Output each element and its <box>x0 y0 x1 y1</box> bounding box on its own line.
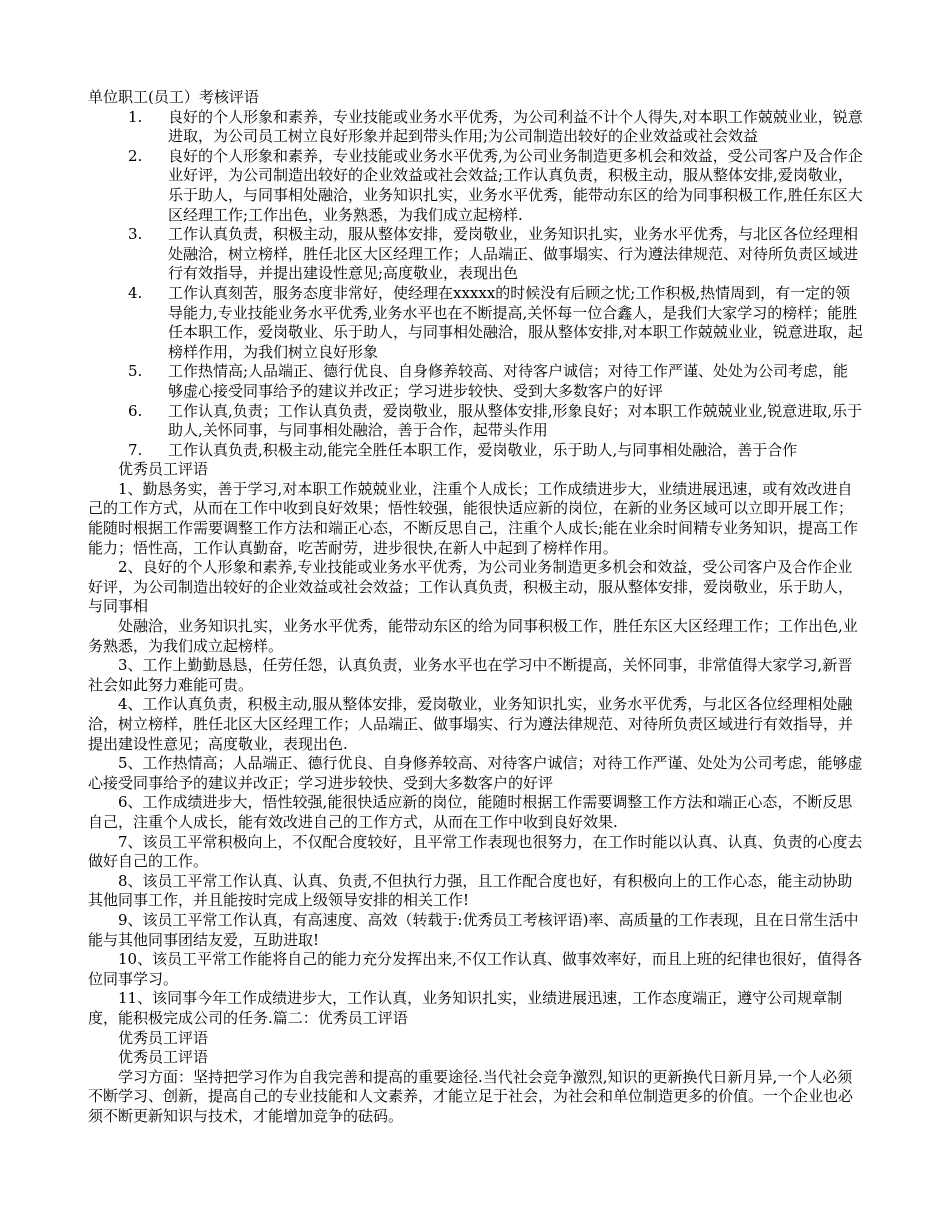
list-item <box>88 108 863 147</box>
numbered-list <box>88 108 863 461</box>
list-item <box>88 402 863 441</box>
list-item-number: 6. <box>128 401 143 420</box>
paragraph: 处融洽，业务知识扎实，业务水平优秀，能带动东区的给为同事积极工作，胜任东区大区经理工作；工作出色,业务熟悉，为我们成立起榜样。 <box>88 617 858 655</box>
list-item <box>88 284 863 362</box>
paragraph: 9、该员工平常工作认真，有高速度、高效（转载于:优秀员工考核评语)率、高质量的工作表现，且在日常生活中能与其他同事团结友爱，互助进取! <box>88 910 859 949</box>
subheading: 优秀员工评语 <box>118 1028 209 1047</box>
paragraph: 学习方面：坚持把学习作为自我完善和提高的重要途径.当代社会竞争激烈,知识的更新换代日新月异,一个人必须不断学习、创新，提高自己的专业技能和人文素养，才能立足于社会，为社会和单位制造更多的价值。一个企业也必须不断更新知识与技术，才能增加竞争的砝码。 <box>88 1067 854 1125</box>
paragraph: 7、该员工平常积极向上，不仅配合度较好，且平常工作表现也很努力，在工作时能以认真、认真、负责的心度去做好自己的工作。 <box>88 832 863 871</box>
list-item-text: 工作认真,负责；工作认真负责，爱岗敬业，服从整体安排,形象良好；对本职工作兢兢业业,锐意进取,乐于助人,关怀同事，与同事相处融洽，善于合作，起带头作用 <box>168 401 863 440</box>
list-item <box>88 441 863 461</box>
document-title: 单位职工(员工）考核评语 <box>88 88 259 106</box>
list-item-text: 工作热情高;人品端正、德行优良、自身修养较高、对待客户诚信；对待工作严谨、处处为公司考虑，能够虚心接受同事给予的建议并改正；学习进步较快、受到大多数客户的好评 <box>168 362 849 400</box>
list-item <box>88 147 863 225</box>
list-item-number: 1. <box>128 107 143 126</box>
paragraph: 3、工作上勤勤恳恳，任劳任怨，认真负责，业务水平也在学习中不断提高，关怀同事，非常值得大家学习,新晋社会如此努力难能可贵。 <box>88 656 853 694</box>
section-heading: 优秀员工评语 <box>118 460 209 479</box>
paragraph: 11、该同事今年工作成绩进步大，工作认真，业务知识扎实，业绩进展迅速，工作态度端正，遵守公司规章制度，能积极完成公司的任务.篇二：优秀员工评语 <box>88 989 843 1027</box>
subheading: 优秀员工评语 <box>118 1048 209 1067</box>
paragraph: 6、工作成绩进步大，悟性较强,能很快适应新的岗位，能随时根据工作需要调整工作方法和端正心态，不断反思自己，注重个人成长，能有效改进自己的工作方式，从而在工作中收到良好效果. <box>88 793 853 831</box>
list-item-text: 工作认真刻苦，服务态度非常好，使经理在xxxxx的时候没有后顾之忧;工作积极,热情周到，有一定的领导能力,专业技能业务水平优秀,业务水平也在不断提高,关怀每一位合鑫人，是我们大家学习的榜样；能胜任本职工作，爱岗敬业、乐于助人，与同事相处融洽，服从整体安排,对本职工作兢兢业业，锐意进取，起榜样作用，为我们树立良好形象 <box>168 283 863 361</box>
list-item-text: 良好的个人形象和素养，专业技能或业务水平优秀，为公司利益不计个人得失,对本职工作兢兢业业，锐意进取，为公司员工树立良好形象并起到带头作用;为公司制造出较好的企业效益或社会效益 <box>168 107 863 146</box>
list-item-text: 工作认真负责，积极主动，服从整体安排，爱岗敬业，业务知识扎实，业务水平优秀，与北区各位经理相处融洽，树立榜样，胜任北区大区经理工作；人品端正、做事塌实、行为遵法律规范、对待所负责区域进行有效指导，并提出建设性意见;高度敬业，表现出色 <box>168 225 859 283</box>
list-item-number: 5. <box>128 362 143 381</box>
list-item-number: 4. <box>128 283 143 302</box>
list-item-number: 7. <box>128 440 143 459</box>
list-item-number: 2. <box>128 146 143 165</box>
document-page <box>88 88 863 1126</box>
list-item <box>88 362 863 401</box>
list-item-number: 3. <box>128 225 143 244</box>
list-item <box>88 225 863 284</box>
list-item-text: 工作认真负责,积极主动,能完全胜任本职工作，爱岗敬业，乐于助人,与同事相处融洽，善于合作 <box>168 440 798 459</box>
list-item-text: 良好的个人形象和素养，专业技能或业务水平优秀,为公司业务制造更多机会和效益，受公司客户及合作企业好评，为公司制造出较好的企业效益或社会效益;工作认真负责，积极主动，服从整体安排,爱岗敬业，乐于助人，与同事相处融洽，业务知识扎实，业务水平优秀，能带动东区的给为同事积极工作,胜任东区大区经理工作;工作出色，业务熟悉，为我们成立起榜样. <box>168 146 863 224</box>
paragraph: 8、该员工平常工作认真、认真、负责,不但执行力强，且工作配合度也好，有积极向上的工作心态，能主动协助其他同事工作，并且能按时完成上级领导安排的相关工作! <box>88 871 853 910</box>
paragraph: 10、该员工平常工作能将自己的能力充分发挥出来,不仅工作认真、做事效率好，而且上班的纪律也很好，值得各位同事学习。 <box>88 950 862 988</box>
paragraph: 1、勤恳务实，善于学习,对本职工作兢兢业业，注重个人成长；工作成绩进步大，业绩进展迅速，或有效改进自己的工作方式，从而在工作中收到良好效果；悟性较强，能很快适应新的岗位，在新的业务区域可以立即开展工作；能随时根据工作需要调整工作方法和端正心态，不断反思自己，注重个人成长;能在业余时间精专业务知识，提高工作能力；悟性高，工作认真勤奋，吃苦耐劳，进步很快,在新人中起到了榜样作用。 <box>88 479 859 557</box>
paragraph: 2、良好的个人形象和素养,专业技能或业务水平优秀，为公司业务制造更多机会和效益，受公司客户及合作企业好评，为公司制造出较好的企业效益或社会效益；工作认真负责，积极主动，服从整体安排，爱岗敬业，乐于助人，与同事相 <box>88 558 854 616</box>
paragraph: 4、工作认真负责，积极主动,服从整体安排，爱岗敬业，业务知识扎实，业务水平优秀，与北区各位经理相处融洽，树立榜样，胜任北区大区经理工作；人品端正、做事塌实、行为遵法律规范、对待所负责区域进行有效指导，并提出建设性意见；高度敬业，表现出色. <box>88 695 854 753</box>
paragraph: 5、工作热情高；人品端正、德行优良、自身修养较高、对待客户诚信；对待工作严谨、处处为公司考虑，能够虚心接受同事给予的建议并改正；学习进步较快、受到大多数客户的好评 <box>88 754 863 792</box>
